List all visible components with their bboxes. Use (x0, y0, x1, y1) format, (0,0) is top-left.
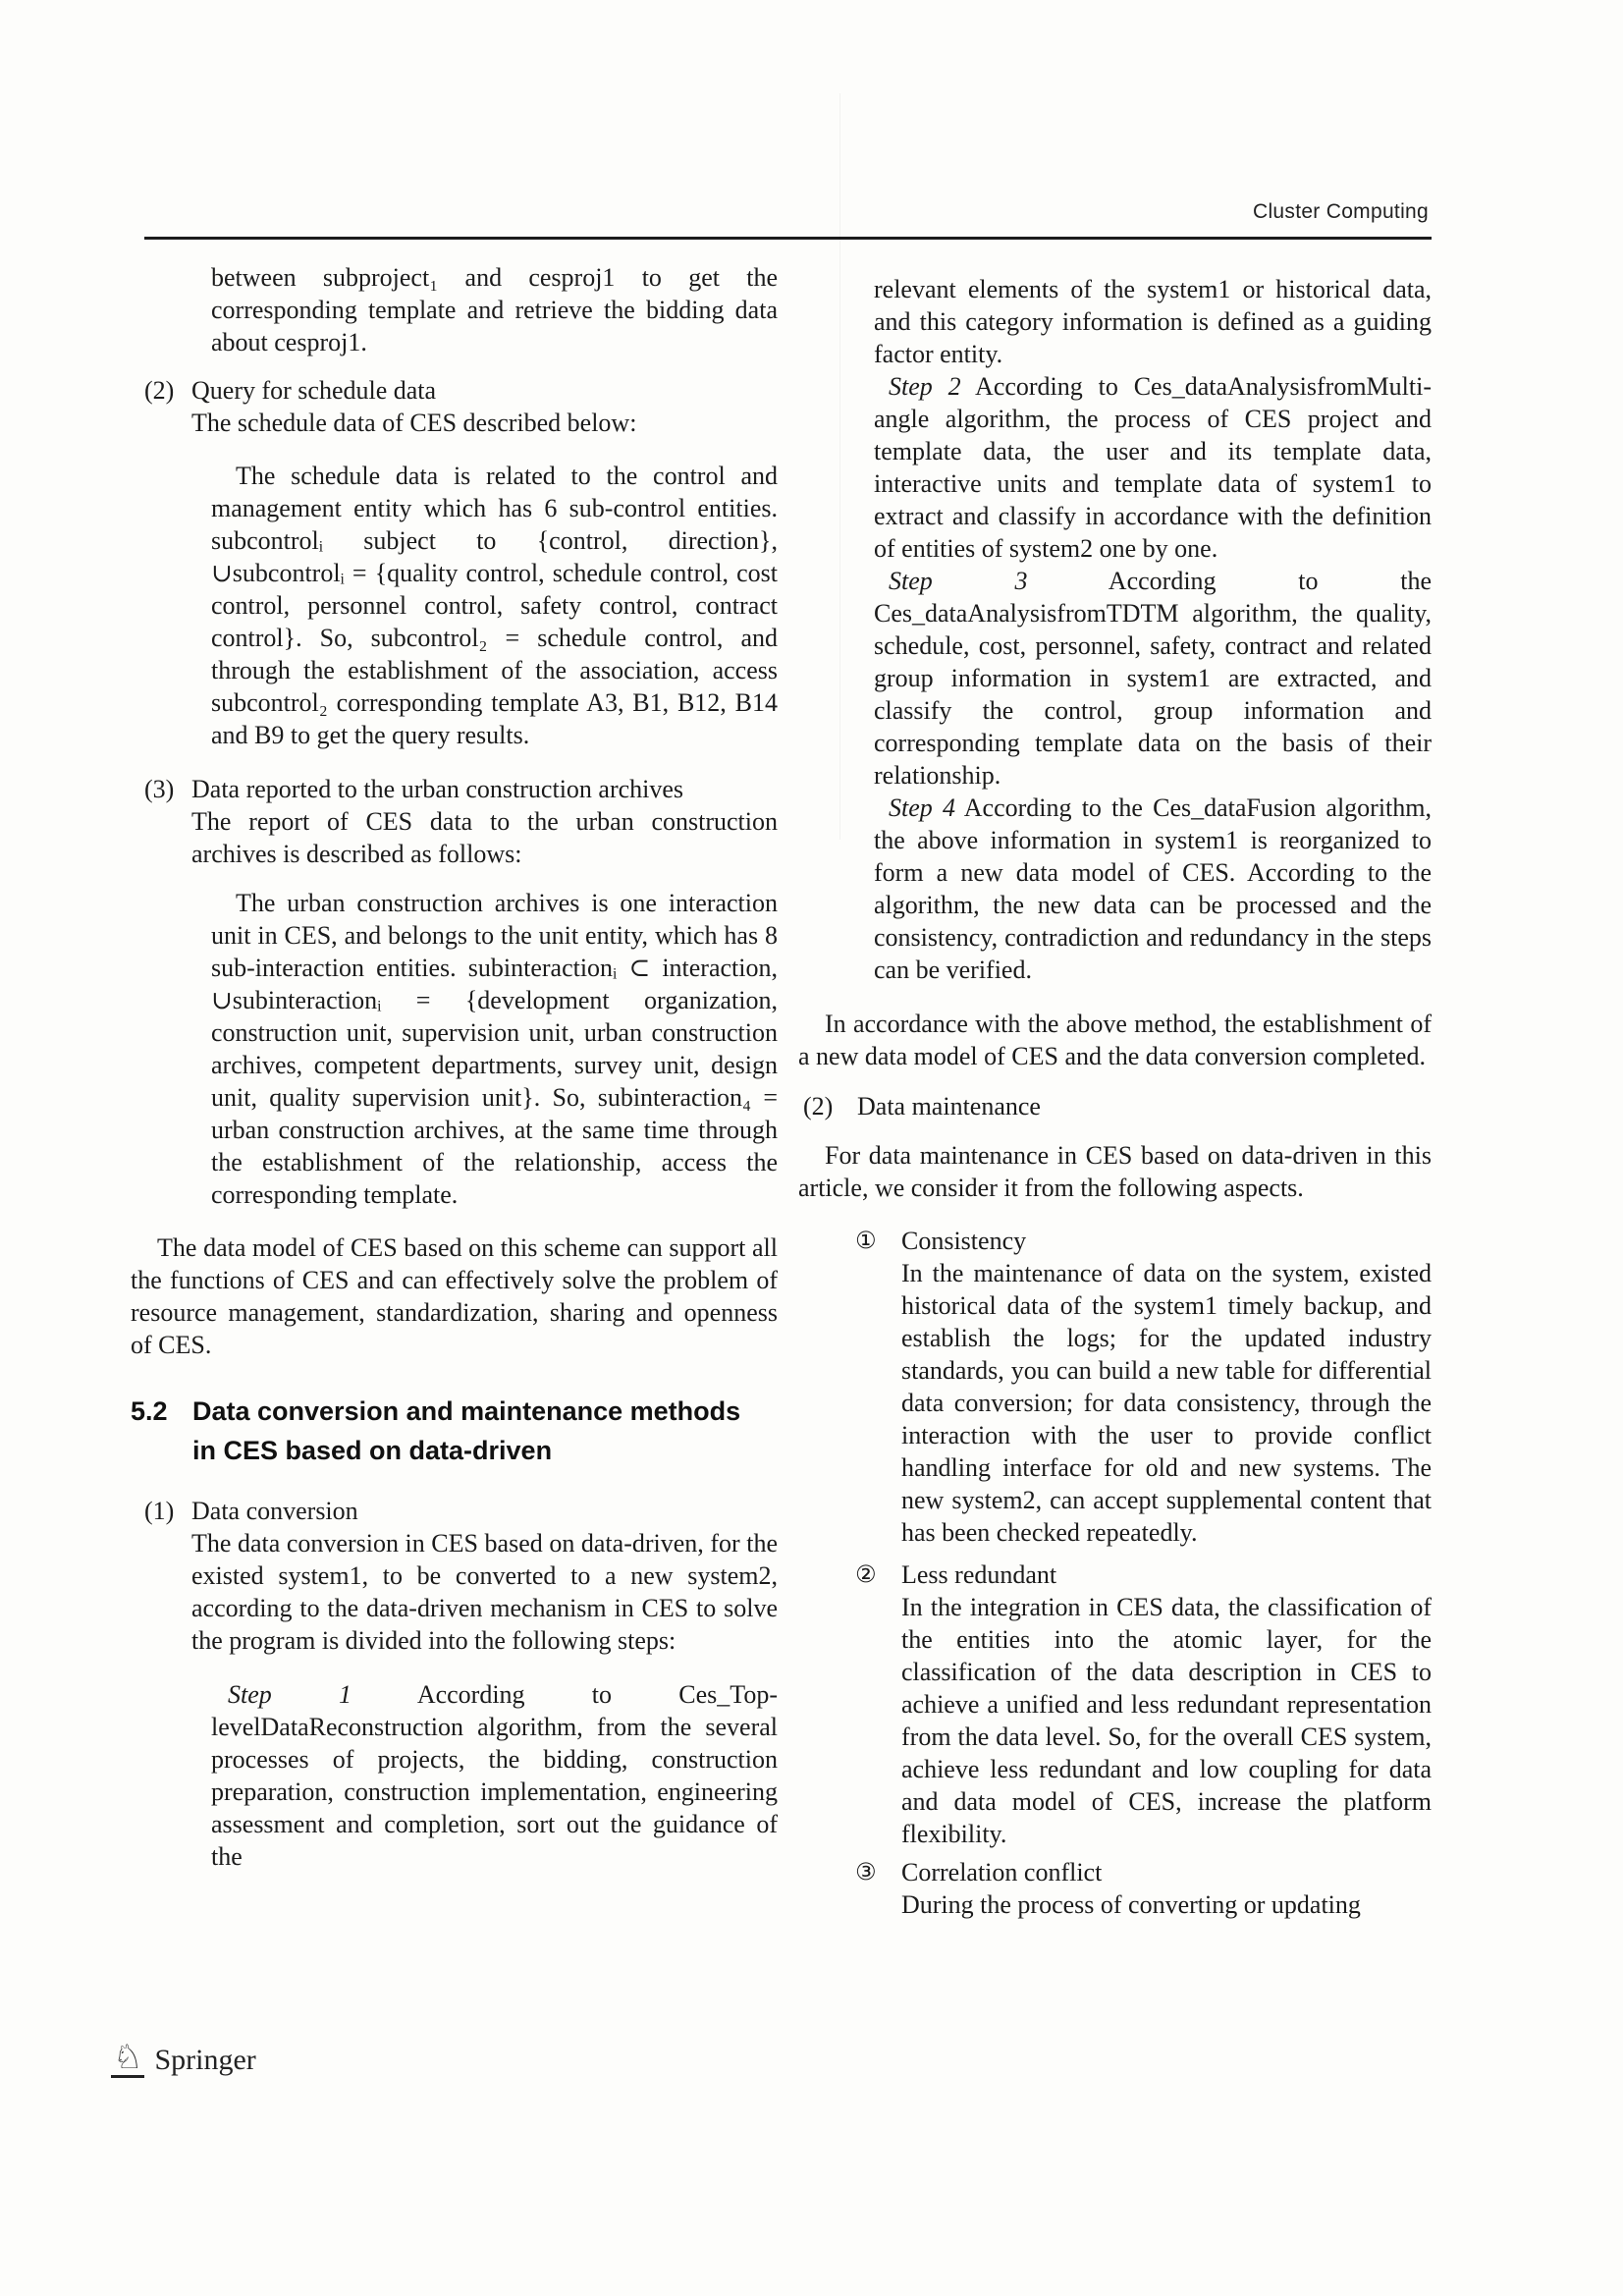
section-title-line2: in CES based on data-driven (192, 1436, 553, 1465)
item-data-maintenance (798, 1090, 1432, 1122)
header-rule (144, 237, 1432, 240)
step-2-paragraph (874, 370, 1432, 565)
publisher-footer (111, 2038, 256, 2078)
circled-number: ① (855, 1227, 877, 1254)
step-text: According to Ces_dataAnalysisfromMulti-angle algorithm, the process of CES project and template data, the user and its template data, interactive units and template data of system1 to extract and classify in accordance with the definition of entities of system2 one by one. (874, 372, 1432, 563)
step-label: Step 2 (889, 372, 961, 401)
right-column (798, 273, 1432, 1921)
item-number: (1) (144, 1497, 175, 1525)
item-subtitle: The schedule data of CES described below: (191, 409, 637, 437)
maintenance-intro-paragraph: For data maintenance in CES based on data-driven in this article, we consider it from the following aspects. (798, 1141, 1432, 1202)
item-title: Query for schedule data (191, 376, 437, 405)
item-data-conversion (131, 1495, 778, 1657)
aspect-body: In the maintenance of data on the system, existed historical data of the system1 timely backup, and establish the logs; for the updated industry standards, you can build a new table for differential data conversion; for data consistency, through the interaction with the user to provide conflict handling interface for old and new systems. The new system2, can accept supplemental content that has been checked repeatedly. (901, 1259, 1432, 1547)
item-archives-report (131, 773, 778, 870)
step-label: Step 3 (889, 567, 1028, 595)
circled-number: ② (855, 1560, 877, 1588)
item-query-schedule (131, 374, 778, 439)
item-number: (3) (144, 775, 175, 803)
item-body: The report of CES data to the urban construction archives is described as follows: (191, 807, 778, 868)
left-column (131, 261, 778, 1873)
section-heading-5-2 (131, 1392, 778, 1470)
item-number: (2) (144, 376, 175, 405)
method-summary-paragraph: In accordance with the above method, the establishment of a new data model of CES and the data conversion completed. (798, 1010, 1432, 1070)
step-4-paragraph (874, 792, 1432, 986)
springer-wordmark: Springer (154, 2044, 256, 2076)
aspect-consistency (798, 1225, 1432, 1549)
step-3-paragraph (874, 565, 1432, 792)
aspect-correlation-conflict (798, 1856, 1432, 1921)
continuation-paragraph: between subproject₁ and cesproj1 to get the corresponding template and retrieve the bidding data about cesproj1. (211, 263, 778, 356)
circled-number: ③ (855, 1858, 877, 1886)
aspect-body: In the integration in CES data, the classification of the entities into the atomic layer, for the classification of the data description in CES to achieve a unified and less redundant representation from the data level. So, for the overall CES system, achieve less redundant and low coupling for data and data model of CES, increase the platform flexibility. (901, 1593, 1432, 1848)
aspect-title: Consistency (901, 1227, 1027, 1255)
section-number: 5.2 (131, 1396, 168, 1426)
item-title: Data maintenance (857, 1092, 1041, 1121)
step-label: Step 1 (228, 1680, 352, 1709)
archives-detail-paragraph: The urban construction archives is one interaction unit in CES, and belongs to the unit entity, which has 8 sub-interaction entities. subinteractionᵢ ⊂ interaction, ∪subinteractionᵢ = {development organization, construction unit, supervision unit, urban construction archives, competent departments, survey unit, design unit, quality supervision unit}. So, subinteraction₄ = urban construction archives, at the same time through the establishment of the relationship, access the corresponding template. (211, 889, 778, 1209)
step-label: Step 4 (889, 793, 955, 822)
aspect-title: Less redundant (901, 1560, 1057, 1589)
step-1-paragraph (211, 1678, 778, 1873)
item-body: The data conversion in CES based on data-driven, for the existed system1, to be converted to a new system2, according to the data-driven mechanism in CES to solve the program is divided into the following steps: (191, 1529, 778, 1655)
aspect-title: Correlation conflict (901, 1858, 1103, 1886)
step-text: According to the Ces_dataAnalysisfromTDTM algorithm, the quality, schedule, cost, personnel, safety, contract and related group information in system1 are extracted, and classify the control, group information and corresponding template data on the basis of their relationship. (874, 567, 1432, 790)
step-text: According to the Ces_dataFusion algorithm, the above information in system1 is reorganized to form a new data model of CES. According to the algorithm, the new data can be processed and the consistency, contradiction and redundancy in the steps can be verified. (874, 793, 1433, 984)
item-title: Data conversion (191, 1497, 358, 1525)
data-model-summary-paragraph: The data model of CES based on this scheme can support all the functions of CES and can effectively solve the problem of resource management, standardization, sharing and openness of CES. (131, 1233, 778, 1359)
schedule-detail-paragraph: The schedule data is related to the control and management entity which has 6 sub-control entities. subcontrolᵢ subject to {control, direction}, ∪subcontrolᵢ = {quality control, schedule control, cost control, personnel control, safety control, contract control}. So, subcontrol₂ = schedule control, and through the establishment of the association, access subcontrol₂ corresponding template A3, B1, B12, B14 and B9 to get the query results. (211, 462, 778, 749)
continuation-paragraph: relevant elements of the system1 or historical data, and this category information is defined as a guiding factor entity. (874, 275, 1432, 368)
journal-title: Cluster Computing (1252, 200, 1429, 223)
springer-logo-icon: ♘ (113, 2038, 143, 2077)
section-title-line1: Data conversion and maintenance methods (192, 1396, 741, 1426)
item-title: Data reported to the urban construction archives (191, 775, 684, 803)
item-number: (2) (803, 1092, 834, 1121)
aspect-less-redundant (798, 1558, 1432, 1850)
step-text: According to Ces_Top-levelDataReconstruction algorithm, from the several processes of projects, the bidding, construction preparation, construction implementation, engineering assessment and completion, sort out the guidance of the (211, 1680, 778, 1871)
aspect-body: During the process of converting or updating (901, 1890, 1361, 1919)
